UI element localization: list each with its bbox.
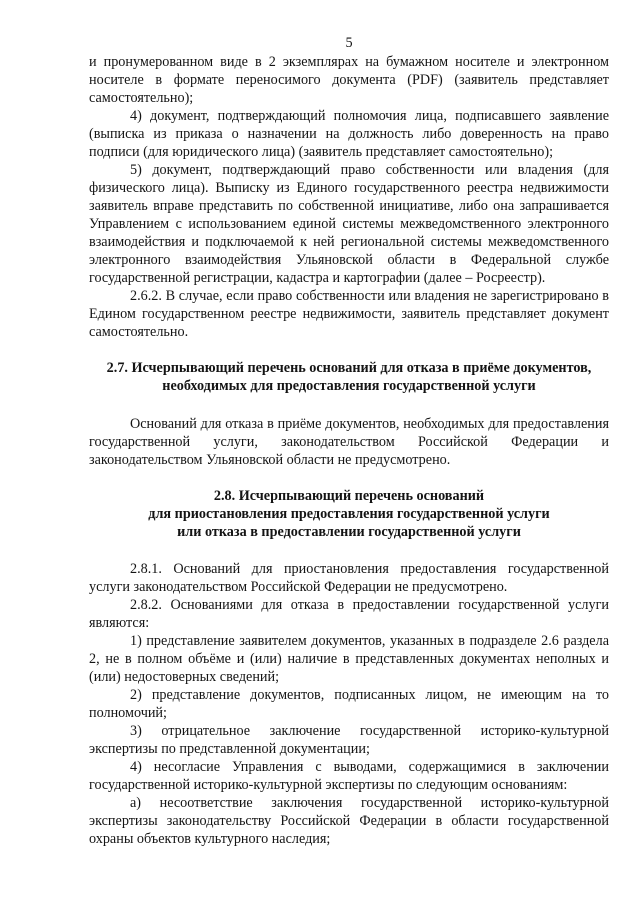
list-item-a: а) несоответствие заключения государственной историко-культурной экспертизы законодательству Российской Федерации в области государственной охраны объектов культурного наследия; bbox=[89, 795, 609, 847]
paragraph-2-8-1: 2.8.1. Оснований для приостановления предоставления государственной услуги законодательством Российской Федерации не предусмотрено. bbox=[89, 561, 609, 595]
section-heading-2-8 bbox=[89, 487, 609, 541]
section-heading-2-7: 2.7. Исчерпывающий перечень оснований для отказа в приёме документов, необходимых для предоставления государственной услуги bbox=[106, 360, 592, 394]
paragraph-2-6-2: 2.6.2. В случае, если право собственности или владения не зарегистрировано в Едином государственном реестре недвижимости, заявитель представляет документ самостоятельно. bbox=[89, 288, 609, 340]
paragraph-item-5: 5) документ, подтверждающий право собственности или владения (для физического лица). Выписку из Единого государственного реестра недвижимости заявитель вправе представить по собственной инициативе, либо она запрашивается Управлением с использованием единой системы межведомственного электронного взаимодействия и подключаемой к ней региональной системы межведомственного электронного взаимодействия Ульяновской области в Федеральной службе государственной регистрации, кадастра и картографии (далее – Росреестр). bbox=[89, 162, 609, 286]
paragraph-continuation: и пронумерованном виде в 2 экземплярах на бумажном носителе и электронном носителе в формате переносимого документа (PDF) (заявитель представляет самостоятельно); bbox=[89, 54, 609, 106]
heading-line: или отказа в предоставлении государственной услуги bbox=[177, 524, 521, 540]
heading-line: 2.8. Исчерпывающий перечень оснований bbox=[213, 488, 485, 504]
list-item-3: 3) отрицательное заключение государственной историко-культурной экспертизы по представленной документации; bbox=[89, 723, 609, 757]
list-item-4: 4) несогласие Управления с выводами, содержащимися в заключении государственной историко-культурной экспертизы по следующим основаниям: bbox=[89, 759, 609, 793]
list-item-2: 2) представление документов, подписанных лицом, не имеющим на то полномочий; bbox=[89, 687, 609, 721]
list-item-1: 1) представление заявителем документов, указанных в подразделе 2.6 раздела 2, не в полном объёме и (или) наличие в представленных документах неполных и (или) недостоверных сведений; bbox=[89, 633, 609, 685]
paragraph-2-8-2: 2.8.2. Основаниями для отказа в предоставлении государственной услуги являются: bbox=[89, 597, 609, 631]
page-number: 5 bbox=[345, 35, 353, 51]
paragraph-item-4: 4) документ, подтверждающий полномочия лица, подписавшего заявление (выписка из приказа о назначении на должность либо доверенность на право подписи (для юридического лица) (заявитель представляет самостоятельно); bbox=[89, 108, 609, 160]
heading-line: для приостановления предоставления государственной услуги bbox=[148, 506, 550, 522]
paragraph-2-7-text: Оснований для отказа в приёме документов, необходимых для предоставления государственной услуги, законодательством Российской Федерации и законодательством Ульяновской области не предусмотрено. bbox=[89, 416, 609, 468]
document-page bbox=[89, 34, 609, 848]
